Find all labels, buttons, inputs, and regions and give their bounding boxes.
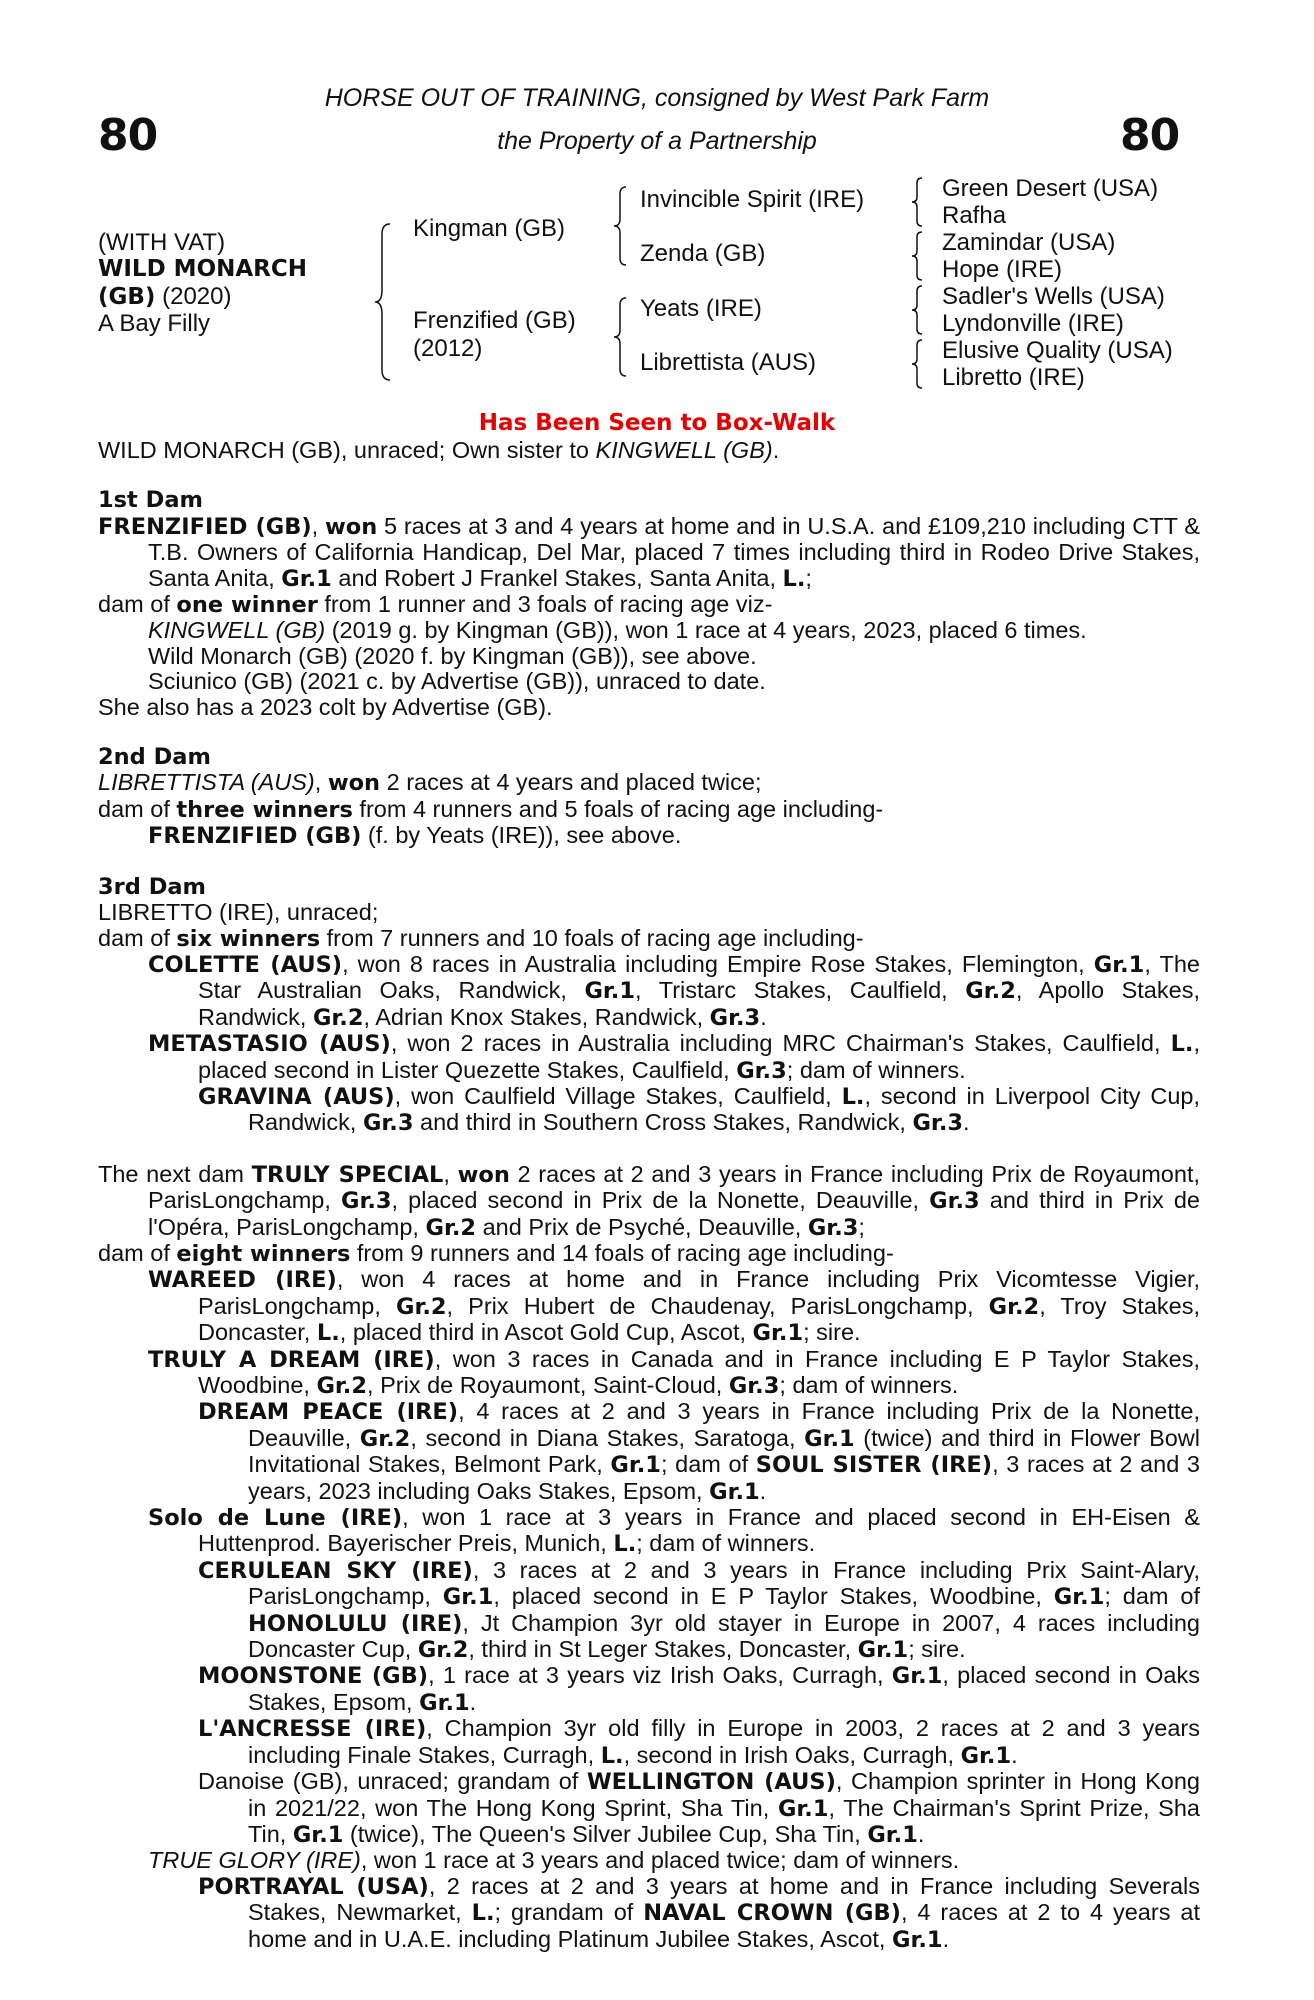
first-dam-produce: dam of one winner from 1 runner and 3 foals of racing age viz- xyxy=(98,591,773,619)
first-dam-footer: She also has a 2023 colt by Advertise (GB). xyxy=(98,693,553,720)
brace-gen3-3 xyxy=(909,284,925,336)
box-walk-notice: Has Been Seen to Box-Walk xyxy=(478,410,836,436)
pedigree-gen4-4: Hope (IRE) xyxy=(942,256,1063,283)
entry-moonstone: MOONSTONE (GB), 1 race at 3 years viz Irish Oaks, Curragh, Gr.1, placed second in Oaks Stakes, Epsom, Gr.1. xyxy=(198,1662,1200,1716)
horse-name: WILD MONARCH xyxy=(98,256,308,282)
entry-lancresse: L'ANCRESSE (IRE), Champion 3yr old filly in Europe in 2003, 2 races at 2 and 3 years including Finale Stakes, Curragh, L., second in Irish Oaks, Curragh, Gr.1. xyxy=(198,1715,1201,1769)
second-dam-heading: 2nd Dam xyxy=(98,744,211,771)
pedigree-gen3-1: Invincible Spirit (IRE) xyxy=(640,186,865,213)
next-dam-record: The next dam TRULY SPECIAL, won 2 races at 2 and 3 years in France including Prix de Royaumont, ParisLongchamp, Gr.3, placed second in Prix de la Nonette, Deauville, Gr.3 and third in Prix de l'Opéra, ParisLongchamp, Gr.2 and Prix de Psyché, Deauville, Gr.3; xyxy=(98,1160,1201,1241)
entry-metastasio: METASTASIO (AUS), won 2 races in Australia including MRC Chairman's Stakes, Caulfield, L., placed second in Lister Quezette Stakes, Caulfield, Gr.3; dam of winners. xyxy=(148,1030,1200,1084)
pedigree-gen3-4: Librettista (AUS) xyxy=(640,349,817,376)
lot-number-right: 80 xyxy=(1120,110,1180,161)
entry-colette: COLETTE (AUS), won 8 races in Australia including Empire Rose Stakes, Flemington, Gr.1, The Star Australian Oaks, Randwick, Gr.1, Tristarc Stakes, Caulfield, Gr.2, Apollo Stakes, Randwick, Gr.2, Adrian Knox Stakes, Randwick, Gr.3. xyxy=(148,950,1200,1031)
entry-truly-a-dream: TRULY A DREAM (IRE), won 3 races in Canada and in France including E P Taylor Stakes, Woodbine, Gr.2, Prix de Royaumont, Saint-Cloud, Gr.3; dam of winners. xyxy=(148,1345,1200,1399)
second-dam-progeny: FRENZIFIED (GB) (f. by Yeats (IRE)), see above. xyxy=(148,822,682,850)
brace-gen3-4 xyxy=(909,338,925,390)
horse-name-suffix: (GB) (2020) xyxy=(98,283,232,310)
second-dam-record: LIBRETTISTA (AUS), won 2 races at 4 years and placed twice; xyxy=(98,769,762,797)
entry-danoise: Danoise (GB), unraced; grandam of WELLINGTON (AUS), Champion sprinter in Hong Kong in 2021/22, won The Hong Kong Sprint, Sha Tin, Gr.1, The Chairman's Sprint Prize, Sha Tin, Gr.1 (twice), The Queen's Silver Jubilee Cup, Sha Tin, Gr.1. xyxy=(198,1768,1200,1848)
dam-year: (2012) xyxy=(413,335,483,362)
entry-portrayal: PORTRAYAL (USA), 2 races at 2 and 3 years at home and in France including Severals Stakes, Newmarket, L.; grandam of NAVAL CROWN (GB), 4 races at 2 to 4 years at home and in U.A.E. including Platinum Jubilee Stakes, Ascot, Gr.1. xyxy=(198,1872,1201,1953)
property-line: the Property of a Partnership xyxy=(497,127,817,155)
entry-wareed: WAREED (IRE), won 4 races at home and in France including Prix Vicomtesse Vigier, ParisLongchamp, Gr.2, Prix Hubert de Chaudenay, ParisLongchamp, Gr.2, Troy Stakes, Doncaster, L., placed third in Ascot Gold Cup, Ascot, Gr.1; sire. xyxy=(148,1266,1200,1347)
entry-true-glory: TRUE GLORY (IRE), won 1 race at 3 years and placed twice; dam of winners. xyxy=(148,1847,960,1874)
brace-gen1 xyxy=(372,222,394,382)
brace-sire xyxy=(611,185,629,267)
vat-label: (WITH VAT) xyxy=(98,229,226,256)
dam-name: Frenzified (GB) xyxy=(413,307,576,334)
entry-cerulean-sky: CERULEAN SKY (IRE), 3 races at 2 and 3 years in France including Prix Saint-Alary, ParisLongchamp, Gr.1, placed second in E P Taylor Stakes, Woodbine, Gr.1; dam of HONOLULU (IRE), Jt Champion 3yr old stayer in Europe in 2007, 4 races including Doncaster Cup, Gr.2, third in St Leger Stakes, Doncaster, Gr.1; sire. xyxy=(198,1556,1201,1664)
progeny-2: Wild Monarch (GB) (2020 f. by Kingman (GB)), see above. xyxy=(148,642,757,669)
third-dam-record: LIBRETTO (IRE), unraced; xyxy=(98,899,379,926)
next-dam-produce: dam of eight winners from 9 runners and 14 foals of racing age including- xyxy=(98,1239,894,1267)
first-dam-heading: 1st Dam xyxy=(98,487,203,514)
lot-number-left: 80 xyxy=(98,110,158,161)
second-dam-produce: dam of three winners from 4 runners and 5 foals of racing age including- xyxy=(98,795,884,823)
entry-gravina: GRAVINA (AUS), won Caulfield Village Stakes, Caulfield, L., second in Liverpool City Cup, Randwick, Gr.3 and third in Southern Cross Stakes, Randwick, Gr.3. xyxy=(198,1082,1201,1137)
pedigree-gen4-1: Green Desert (USA) xyxy=(942,175,1159,202)
pedigree-gen4-3: Zamindar (USA) xyxy=(942,229,1116,256)
consignor-line: HORSE OUT OF TRAINING, consigned by West Park Farm xyxy=(324,84,990,112)
progeny-3: Sciunico (GB) (2021 c. by Advertise (GB)), unraced to date. xyxy=(148,668,766,695)
pedigree-gen4-6: Lyndonville (IRE) xyxy=(942,310,1124,337)
sire-name: Kingman (GB) xyxy=(413,215,566,242)
pedigree-gen4-5: Sadler's Wells (USA) xyxy=(942,283,1165,310)
first-dam-record: FRENZIFIED (GB), won 5 races at 3 and 4 years at home and in U.S.A. and £109,210 including CTT & T.B. Owners of California Handicap, Del Mar, placed 7 times including third in Rodeo Drive Stakes, Santa Anita, Gr.1 and Robert J Frankel Stakes, Santa Anita, L.; xyxy=(98,512,1201,592)
pedigree-gen3-2: Zenda (GB) xyxy=(640,240,766,267)
third-dam-produce: dam of six winners from 7 runners and 10 foals of racing age including- xyxy=(98,924,864,952)
third-dam-heading: 3rd Dam xyxy=(98,873,206,900)
entry-solo-de-lune: Solo de Lune (IRE), won 1 race at 3 years in France and placed second in EH-Eisen & Huttenprod. Bayerischer Preis, Munich, L.; dam of winners. xyxy=(148,1504,1200,1558)
pedigree-gen4-8: Libretto (IRE) xyxy=(942,364,1085,391)
pedigree-gen3-3: Yeats (IRE) xyxy=(640,295,762,322)
pedigree-gen4-7: Elusive Quality (USA) xyxy=(942,337,1173,364)
brace-gen3-1 xyxy=(909,176,925,228)
intro-line: WILD MONARCH (GB), unraced; Own sister to KINGWELL (GB). xyxy=(98,437,780,463)
entry-dream-peace: DREAM PEACE (IRE), 4 races at 2 and 3 years in France including Prix de la Nonette, Deauville, Gr.2, second in Diana Stakes, Saratoga, Gr.1 (twice) and third in Flower Bowl Invitational Stakes, Belmont Park, Gr.1; dam of SOUL SISTER (IRE), 3 races at 2 and 3 years, 2023 including Oaks Stakes, Epsom, Gr.1. xyxy=(198,1398,1201,1505)
pedigree-gen4-2: Rafha xyxy=(942,202,1007,229)
horse-description: A Bay Filly xyxy=(98,310,211,337)
progeny-1: KINGWELL (GB) (2019 g. by Kingman (GB)), won 1 race at 4 years, 2023, placed 6 times. xyxy=(148,617,1087,644)
brace-gen3-2 xyxy=(909,230,925,282)
catalogue-body xyxy=(98,438,1200,1953)
brace-dam xyxy=(611,296,629,378)
